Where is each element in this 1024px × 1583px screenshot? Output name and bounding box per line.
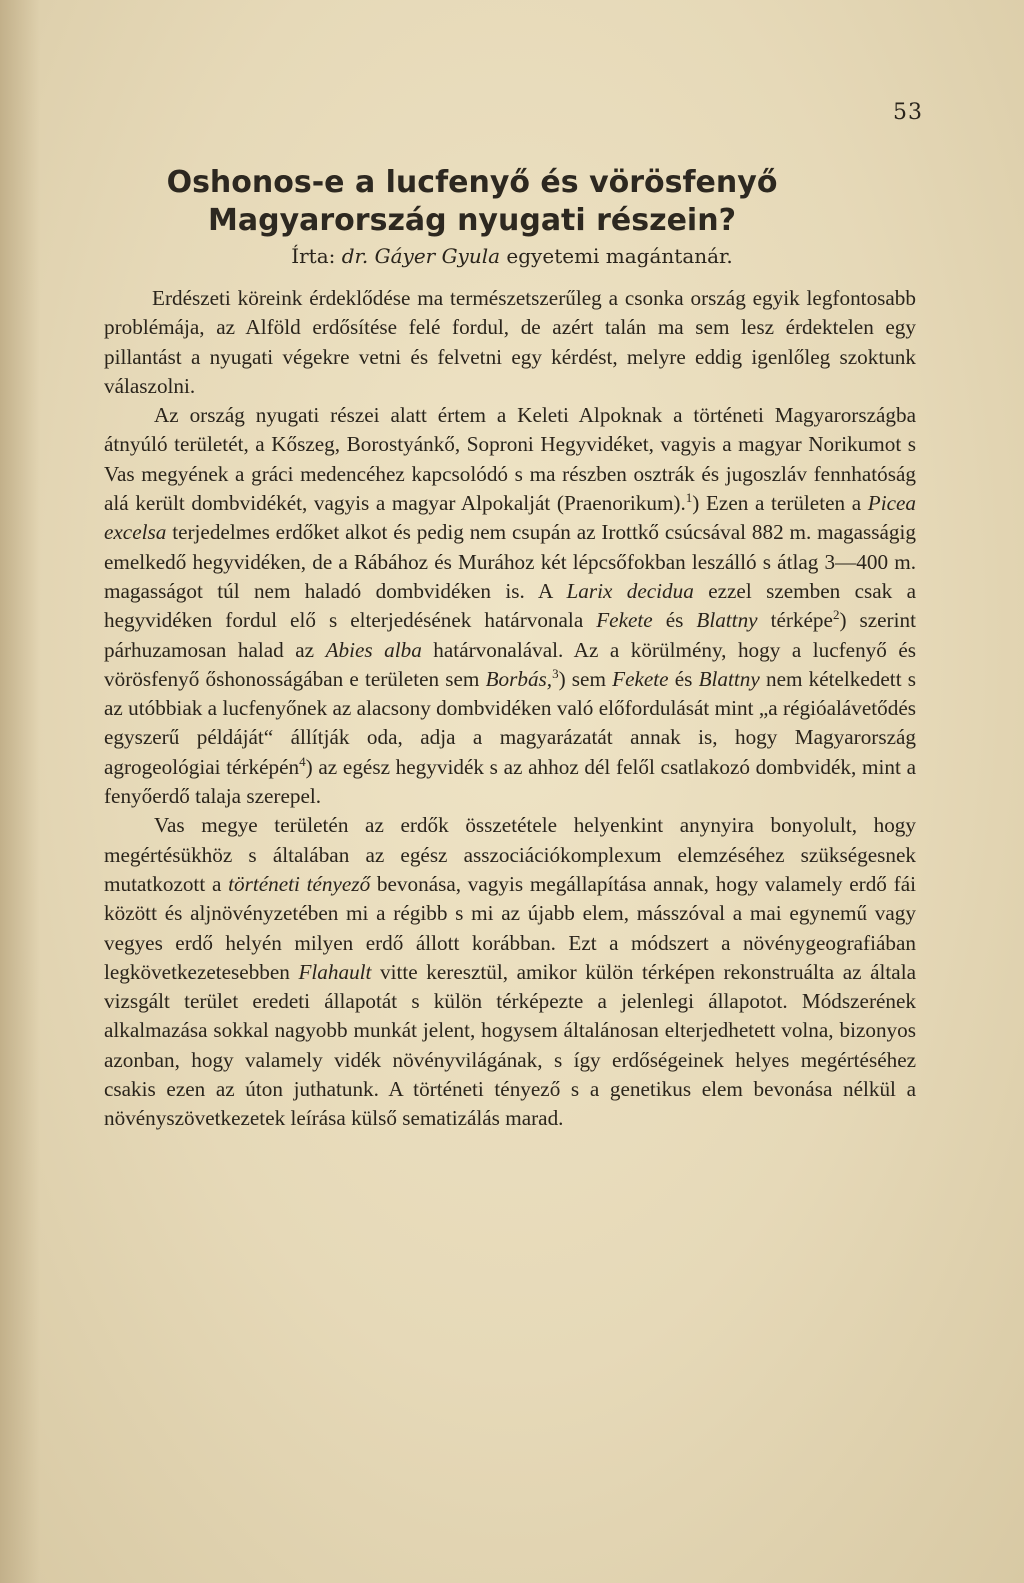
- paragraph-1: Erdészeti köreink érdeklődése ma természetszerűleg a csonka ország egyik legfontosabb problémája, az Alföld erdősítése felé fordul, de azért talán ma sem lesz érdektelen egy pillantást a nyugati végekre vetni és felvetni egy kérdést, melyre eddig igenlőleg szoktunk válaszolni.: [104, 286, 916, 398]
- p2-text: ) szerint párhuzamosan halad az: [104, 608, 916, 662]
- paragraph-2: Az ország nyugati részei alatt értem a Keleti Alpoknak a történeti Magyarországba átnyúló területét, a Kőszeg, Borostyánkő, Soproni Hegyvidéket, vagyis a magyar Norikumot s Vas megyének a gráci medencéhez kapcsolódó s ma részben osztrák és jugoszláv fennhatóság alá került dombvidékét, vagyis a magyar Alpokalját (Praenorikum).$^1$) Ezen a területen a Picea excelsa terjedelmes erdőket alkot és pedig nem csupán az Irottkő csúcsával 882 m. magasságig emelkedő hegyvidéken, de a Rábához és Murához két lépcsőfokban leszálló s átlag 3—400 m. magasságot túl nem haladó dombvidéken is. A Larix decidua ezzel szemben csak a hegyvidéken fordul elő s elterjedésének határvonala Fekete és Blattny térképe$^2$) szerint párhuzamosan halad az Abies alba határvonalával. Az a körülmény, hogy a lucfenyő és vörösfenyő őshonosságában e területen sem Borbás,$^3$) sem Fekete és Blattny nem kételkedett s az utóbbiak a lucfenyőnek az alacsony dombvidéken való előfordulását mint „a régióalávetődés egyszerű példáját“ állítják oda, adja a magyarázatát annak is, hogy Magyarország agrogeológiai térképén$^4$) az egész hegyvidék s az ahhoz dél felől csatlakozó dombvidék, mint a fenyőerdő talaja szerepel.: [104, 403, 917, 809]
- p2-text: terjedelmes erdőket alkot és pedig nem csupán az Irottkő csúcsával 882 m. magasságig emelkedő hegyvidéken, de a Rábához és Murához két lépcsőfokban leszálló s átlag 3—400 m. magasságot túl nem haladó dombvidéken is. A: [104, 520, 916, 603]
- byline-suffix: egyetemi magántanár.: [500, 244, 733, 268]
- p2-text: és: [668, 666, 699, 691]
- author-name: Borbás,: [485, 666, 553, 691]
- p2-text: Az ország nyugati részei alatt értem a Keleti Alpoknak a történeti Magyarországba átnyúló területét, a Kőszeg, Borostyánkő, Soproni Hegyvidéket, vagyis a magyar Norikumot s Vas megyének a gráci medencéhez kapcsolódó s ma részben osztrák és jugoszláv fennhatóság alá került dombvidékét, vagyis a magyar Alpokalját (Praenorikum).: [104, 403, 916, 516]
- species-name: Picea excelsa: [104, 491, 916, 545]
- p2-text: határvonalával. Az a körülmény, hogy a lucfenyő és vörösfenyő őshonosságában e területen sem: [104, 637, 917, 691]
- footnote-ref: 2: [832, 607, 840, 623]
- article-body: [104, 284, 916, 1134]
- byline: [0, 244, 1024, 268]
- author-name: Fekete: [612, 666, 669, 691]
- article-title-line-2: Magyarország nyugati részein?: [208, 203, 736, 238]
- p2-text: ezzel szemben csak a hegyvidéken fordul elő s elterjedésének határvonala: [104, 578, 916, 633]
- author-name: Fekete: [596, 608, 653, 633]
- author-name: Blattny: [698, 666, 760, 691]
- article-title-line-1: Oshonos-e a lucfenyő és vörösfenyő: [166, 165, 778, 200]
- p2-text: Ezen a területen a: [699, 491, 868, 516]
- p2-text: nem kételkedett s az utóbbiak a lucfenyőnek az alacsony dombvidéken való előfordulását mint „a régióalávetődés egyszerű példáját“ állítják oda, adja a magyarázatát annak is, hogy Magyarország agrogeológiai térképén: [104, 666, 916, 779]
- p2-text: és: [652, 608, 697, 633]
- footnote-ref: 4: [299, 753, 306, 769]
- footnote-ref: 3: [552, 665, 559, 681]
- p3-text: Vas megye területén az erdők összetétele helyenkint anynyira bonyolult, hogy megértésükhöz s általában az egész asszociációkomplexum elemzéséhez szükségesnek mutatkozott a: [104, 813, 916, 896]
- p2-text: ) az egész hegyvidék s az ahhoz dél felől csatlakozó dombvidék, mint a fenyőerdő talaja szerepel.: [104, 754, 916, 809]
- page-number: 53: [893, 100, 923, 125]
- emphasis-term: történeti tényező: [228, 871, 371, 896]
- p3-text: vitte keresztül, amikor külön térképen rekonstruálta az általa vizsgált terület eredeti állapotát s külön térképezte a jelenlegi állapotot. Módszerének alkalmazása sokkal nagyobb munkát jelent, hogysem általánosan elterjedhetett volna, bizonyos azonban, hogy valamely vidék növényvilágának, s így erdőségeinek helyes megértéséhez csakis ezen az úton juthatunk. A történeti tényező s a genetikus elem bevonása nélkül a növényszövetkezetek leírása külső sematizálás marad.: [104, 959, 916, 1131]
- species-name: Larix decidua: [566, 578, 694, 603]
- author-name: Flahault: [298, 959, 372, 984]
- article-title: [0, 164, 1024, 240]
- p2-text: térképe: [757, 608, 833, 633]
- byline-prefix: Írta:: [291, 244, 342, 268]
- p2-text: ) sem: [558, 666, 613, 691]
- byline-author: dr. Gáyer Gyula: [341, 244, 501, 268]
- paragraph-3: [104, 811, 916, 1133]
- footnote-ref: 1: [685, 490, 693, 506]
- p3-text: bevonása, vagyis megállapítása annak, hogy valamely erdő fái között és aljnövényzetében mi a régibb s mi az újabb elem, másszóval a mai egynemű vagy vegyes erdő helyén milyen erdő állott korábban. Ezt a módszert a növénygeografiában legkövetkezetesebben: [104, 871, 916, 984]
- author-name: Blattny: [696, 608, 758, 633]
- species-name: Abies alba: [325, 637, 422, 662]
